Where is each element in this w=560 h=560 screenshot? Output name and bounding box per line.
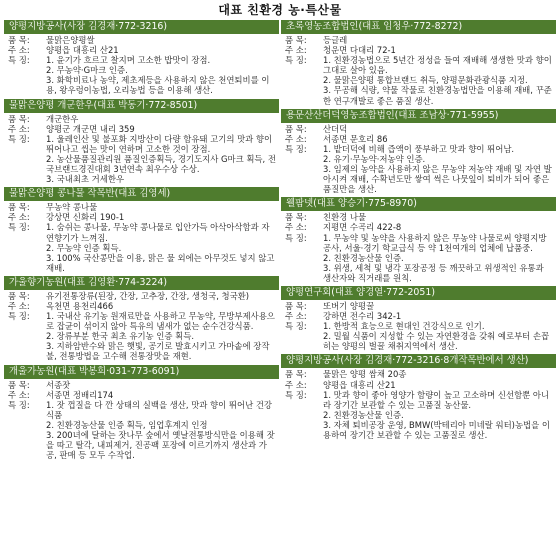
feature-item: 3. 국내최초 거세한우 bbox=[46, 174, 125, 185]
feature-list bbox=[323, 390, 553, 440]
feature-item: 1. 밭더덕에 비해 즙액이 풍부하고 맛과 향이 뛰어남. bbox=[323, 143, 515, 154]
product-value: 산더덕 bbox=[323, 123, 348, 134]
product-label: 품 목: bbox=[8, 379, 30, 390]
feature-item: 3. 100% 국산콩만을 이용, 맑은 물 외에는 아무것도 넣지 않고 재배. bbox=[46, 252, 275, 273]
feature-list bbox=[323, 55, 553, 105]
producer-card bbox=[4, 276, 279, 362]
feature-label: 특 징: bbox=[285, 143, 307, 154]
product-label: 품 목: bbox=[8, 35, 30, 45]
address-row bbox=[8, 124, 276, 134]
product-value: 또버기 양평꿀 bbox=[323, 300, 375, 311]
product-label: 품 목: bbox=[285, 300, 307, 311]
address-label: 주 소: bbox=[285, 222, 307, 233]
feature-item: 1. 잣 껍질을 다 깐 상태의 실백을 생산, 맛과 향이 뛰어난 건강식품 bbox=[46, 399, 273, 420]
feature-row bbox=[285, 390, 553, 440]
feature-item: 1. 국내산 유기농 원재료만을 사용하고 무농약, 무방부제사용으로 잡균이 섞이지 않아 특유의 냄새가 없는 순수건강식품. bbox=[46, 311, 275, 332]
address-value: 옥천면 용천리466 bbox=[46, 300, 114, 311]
address-row bbox=[285, 311, 553, 321]
feature-item: 3. 자체 퇴비공장 운영, BMW(박테리아 미네랄 워터)농법을 이용하여 장기간 보관할 수 있는 고품질로 생산. bbox=[323, 419, 550, 440]
product-value: 유기전통장류(된장, 간장, 고추장, 간장, 생청국, 청국환) bbox=[46, 290, 250, 301]
feature-row bbox=[8, 222, 276, 272]
product-value: 무농약 콩나물 bbox=[46, 202, 98, 213]
address-value: 서종면 정배리174 bbox=[46, 389, 114, 400]
feature-item: 2. 친환경농산물 인증. bbox=[323, 252, 404, 263]
feature-list bbox=[323, 233, 553, 283]
address-value: 양평읍 대흥리 산21 bbox=[323, 379, 396, 390]
page-title: 대표 친환경 농·특산물 bbox=[218, 3, 342, 17]
feature-list bbox=[46, 55, 276, 95]
product-value: 물맑은 양평 쌈채 20종 bbox=[323, 369, 407, 380]
producer-header: 물맑은양평 개군한우(대표 박동기·772-8501) bbox=[4, 99, 279, 113]
producer-card bbox=[281, 286, 556, 351]
feature-label: 특 징: bbox=[285, 55, 307, 66]
address-row bbox=[285, 134, 553, 144]
address-value: 강상면 신화리 190-1 bbox=[46, 212, 125, 223]
feature-item: 2. 친환경농산물 인증 획득, 임업후계지 인정 bbox=[46, 419, 208, 430]
product-row bbox=[285, 35, 553, 45]
producer-body bbox=[4, 201, 279, 273]
address-row bbox=[8, 212, 276, 222]
feature-row bbox=[8, 55, 276, 95]
producer-header: 개울가농원(대표 박봉희·031-773-6091) bbox=[4, 365, 279, 379]
producer-body bbox=[281, 34, 556, 106]
feature-item: 2. 무농약 인증 획득. bbox=[46, 242, 122, 253]
feature-item: 3. 200녀에 달하는 잣나무 숲에서 옛날전통방식만을 이용해 잣을 따고 탈각, 내피제거, 진공팩 포장에 이르기까지 생산과 가공, 판매 등 모두 수작업. bbox=[46, 430, 275, 461]
feature-item: 2. 무농약·G마크 인증. bbox=[46, 65, 128, 76]
feature-row bbox=[8, 134, 276, 184]
producer-card bbox=[4, 99, 279, 185]
feature-item: 1. 맛과 향이 좋아 영양가 함량이 높고 고소하며 신선함뿐 아니라 장기간 보관할 수 있는 고품질 농산물. bbox=[323, 389, 550, 410]
product-row bbox=[285, 301, 553, 311]
address-value: 서종면 문호리 86 bbox=[323, 133, 388, 144]
product-label: 품 목: bbox=[8, 290, 30, 301]
feature-label: 특 징: bbox=[285, 321, 307, 332]
product-value: 등글레 bbox=[323, 35, 348, 45]
feature-item: 1. 한방적 효능으로 현대인 건강식으로 인기. bbox=[323, 321, 485, 332]
address-label: 주 소: bbox=[8, 212, 30, 223]
producer-header: 물맑은양평 콩나물 작목반(대표 김영세) bbox=[4, 187, 279, 201]
feature-item: 3. 지하암반수와 맑은 햇빛, 공기로 발효시키고 가마솥에 장작불, 전통방법을 고수해 전통장맛을 재현. bbox=[46, 341, 270, 362]
feature-label: 특 징: bbox=[8, 55, 30, 66]
producer-body bbox=[4, 113, 279, 185]
feature-list bbox=[46, 311, 276, 361]
feature-label: 특 징: bbox=[8, 133, 30, 144]
address-row bbox=[8, 301, 276, 311]
product-value: 서종잣 bbox=[46, 379, 71, 390]
feature-label: 특 징: bbox=[8, 399, 30, 410]
product-label: 품 목: bbox=[285, 369, 307, 380]
right-column bbox=[281, 20, 556, 463]
producer-header: 양평연구회(대표 양경열·772-2051) bbox=[281, 286, 556, 300]
feature-row bbox=[285, 233, 553, 283]
feature-item: 1. 무농약 및 농약을 사용하지 않은 무농약 나물로써 양평지방공사, 서울·경기 학교급식 등 약 1천여개의 업체에 납품중. bbox=[323, 232, 547, 253]
address-row bbox=[8, 390, 276, 400]
producer-header: 가울향기농원(대표 김영환·774-3224) bbox=[4, 276, 279, 290]
address-value: 양평읍 대흥리 산21 bbox=[46, 45, 119, 56]
product-label: 품 목: bbox=[8, 202, 30, 213]
product-value: 물맑은양평쌀 bbox=[46, 35, 95, 45]
feature-item: 2. 유기·무농약·저농약 인증. bbox=[323, 153, 426, 164]
feature-row bbox=[285, 55, 553, 105]
feature-item: 2. 밀월 식품이 지성할 수 있는 자연환경을 갖춰 예로부터 손꼽히는 양평의 벌꿀 채취지역에서 생산. bbox=[323, 331, 550, 352]
address-label: 주 소: bbox=[8, 300, 30, 311]
producer-body bbox=[281, 368, 556, 440]
feature-item: 1. 친환경농법으로 5년간 정성을 들여 재배해 생생한 맛과 향이 그대로 살아 있음. bbox=[323, 55, 552, 76]
address-label: 주 소: bbox=[8, 389, 30, 400]
product-row bbox=[8, 35, 276, 45]
feature-item: 2. 친환경농산물 인증. bbox=[323, 409, 404, 420]
address-label: 주 소: bbox=[8, 123, 30, 134]
address-row bbox=[285, 45, 553, 55]
address-value: 청운면 다대리 72-1 bbox=[323, 45, 396, 56]
producer-body bbox=[281, 123, 556, 195]
product-row bbox=[8, 380, 276, 390]
columns bbox=[4, 20, 556, 463]
feature-item: 3. 화학비료나 농약, 제초제등을 사용하지 않은 천연퇴비를 이용, 왕우렁이농법, 오리농법 등을 이용해 생산. bbox=[46, 75, 270, 96]
producer-card bbox=[4, 187, 279, 273]
feature-list bbox=[46, 400, 276, 461]
producer-header: 양평지방공사(사장 김경재·772-3216·8개작목반에서 생산) bbox=[281, 354, 556, 368]
product-row bbox=[8, 114, 276, 124]
product-row bbox=[285, 124, 553, 134]
product-label: 품 목: bbox=[285, 123, 307, 134]
producer-card bbox=[281, 197, 556, 283]
address-value: 강하면 전수리 342-1 bbox=[323, 311, 402, 322]
producer-body bbox=[281, 211, 556, 283]
producer-header: 용문산산더덕영농조합법인(대표 조남상·771-5955) bbox=[281, 109, 556, 123]
feature-item: 3. 위생, 세척 및 냉각 포장공정 등 깨끗하고 위생적인 유통과 생산자와 직거래를 원칙. bbox=[323, 262, 544, 283]
product-row bbox=[8, 291, 276, 301]
feature-item: 1. 숨쉬는 콩나물, 무농약 콩나물로 입안가득 아삭아삭함과 자연향기가 느껴짐. bbox=[46, 222, 270, 243]
product-label: 품 목: bbox=[8, 113, 30, 124]
producer-header: 양평지방공사(사장 김경재·772-3216) bbox=[4, 20, 279, 34]
address-value: 지평면 수곡리 422-8 bbox=[323, 222, 402, 233]
address-row bbox=[285, 380, 553, 390]
producer-header: 초록영농조합법인(대표 임청우·772-8272) bbox=[281, 20, 556, 34]
producer-body bbox=[4, 290, 279, 362]
feature-row bbox=[8, 400, 276, 461]
feature-row bbox=[285, 144, 553, 194]
product-value: 친환경 나물 bbox=[323, 212, 367, 223]
producer-card bbox=[4, 365, 279, 461]
feature-item: 3. 무공해 식량, 약물 작물로 친환경농법만을 이용해 재배, 꾸준한 연구개발로 좋은 품질 생산. bbox=[323, 85, 552, 106]
feature-row bbox=[285, 321, 553, 351]
address-label: 주 소: bbox=[285, 133, 307, 144]
feature-row bbox=[8, 311, 276, 361]
feature-item: 3. 임제의 농약을 사용하지 않은 무농약 저농약 재배 및 자연 발아시켜 재배, 수확년도만 쌓여 썩은 나뭇잎이 퇴비가 되어 좋은 품질만을 생산. bbox=[323, 164, 552, 195]
product-value: 개군한우 bbox=[46, 113, 79, 124]
feature-item: 2. 농산물품질관리원 품질인증획득, 경기도지사 G마크 획득, 전국브랜드경진대회 3년연속 최우수상 수상. bbox=[46, 153, 276, 175]
address-row bbox=[285, 222, 553, 232]
feature-label: 특 징: bbox=[8, 311, 30, 322]
feature-list bbox=[323, 321, 553, 351]
product-row bbox=[8, 202, 276, 212]
producer-body bbox=[4, 34, 279, 96]
left-column bbox=[4, 20, 279, 463]
address-label: 주 소: bbox=[285, 45, 307, 56]
producer-body bbox=[4, 379, 279, 461]
feature-list bbox=[46, 222, 276, 272]
producer-card bbox=[4, 20, 279, 96]
product-label: 품 목: bbox=[285, 212, 307, 223]
address-label: 주 소: bbox=[8, 45, 30, 56]
feature-item: 1. 윤기가 흐르고 찰지며 고소한 밥맛이 장점. bbox=[46, 55, 211, 66]
feature-item: 2. 장류부분 한국 최초 유기농 인증 획득. bbox=[46, 331, 194, 342]
feature-item: 2. 물맑은양평 통합브랜드 취득, 양평문화관광식품 지정. bbox=[323, 75, 528, 86]
product-row bbox=[285, 212, 553, 222]
product-label: 품 목: bbox=[285, 35, 307, 45]
producer-card bbox=[281, 354, 556, 440]
product-row bbox=[285, 369, 553, 379]
address-row bbox=[8, 45, 276, 55]
producer-header: 웰팜넷(대표 양승기·775-8970) bbox=[281, 197, 556, 211]
address-label: 주 소: bbox=[285, 311, 307, 322]
feature-item: 1. 울레인산 및 불포화 지방산이 다량 함유돼 고기의 맛과 향이 뛰어나고 씹는 맛이 연하며 고소한 것이 장점. bbox=[46, 133, 273, 154]
address-label: 주 소: bbox=[285, 379, 307, 390]
producer-card bbox=[281, 109, 556, 195]
feature-list bbox=[46, 134, 276, 184]
producer-card bbox=[281, 20, 556, 106]
address-value: 양평군 개군면 내리 359 bbox=[46, 123, 135, 134]
producer-body bbox=[281, 300, 556, 351]
feature-label: 특 징: bbox=[8, 222, 30, 233]
feature-label: 특 징: bbox=[285, 232, 307, 243]
feature-list bbox=[323, 144, 553, 194]
feature-label: 특 징: bbox=[285, 389, 307, 400]
